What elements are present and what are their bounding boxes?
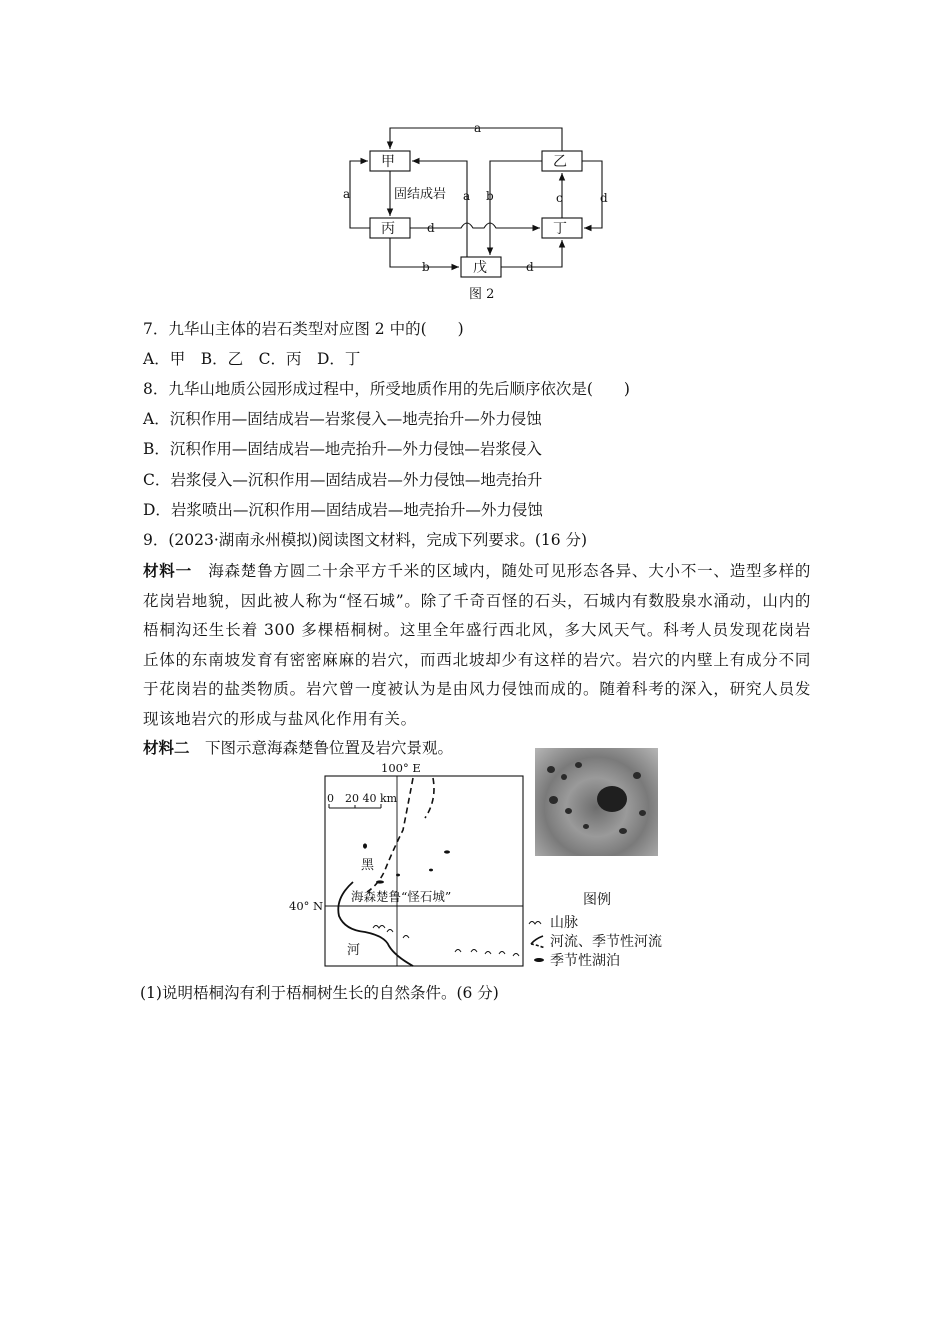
q9-sub1: (1)说明梧桐沟有利于梧桐树生长的自然条件。(6 分) [140,984,499,1002]
q7-stem: 7．九华山主体的岩石类型对应图 2 中的( ) [143,320,464,338]
box-yi-label: 乙 [553,154,567,170]
legend-item-river: 河流、季节性河流 [550,934,662,950]
q9-stem: 9．(2023·湖南永州模拟)阅读图文材料，完成下列要求。(16 分) [143,531,588,549]
label-a-top: a [474,121,482,135]
q8-option-c: C．岩浆侵入—沉积作用—固结成岩—外力侵蚀—地壳抬升 [143,471,543,489]
label-a-mid: a [463,189,471,203]
label-b-bottom: b [422,260,430,274]
map-label-hei: 黑 [361,858,375,873]
q8-option-b: B．沉积作用—固结成岩—地壳抬升—外力侵蚀—岩浆侵入 [143,440,542,458]
box-wu-label: 戊 [473,260,487,276]
box-ding-label: 丁 [553,221,567,237]
q8-option-d: D．岩浆喷出—沉积作用—固结成岩—地壳抬升—外力侵蚀 [143,501,543,519]
map-lat-label: 40° N [289,899,324,913]
legend-item-mountain: 山脉 [550,915,578,931]
q7-options: A．甲 B．乙 C．丙 D．丁 [143,350,361,368]
material2 [143,738,823,758]
map-lon-label: 100° E [381,761,421,775]
label-d-right: d [600,191,608,205]
label-c: c [556,191,563,205]
material2-label: 材料二 [143,738,190,757]
box-bing-label: 丙 [381,221,395,237]
material1-text: 海森楚鲁方圆二十余平方千米的区域内，随处可见形态各异、大小不一、造型多样的花岗岩地貌，因此被人称为“怪石城”。除了千奇百怪的石头，石城内有数股泉水涌动，山内的梧桐沟还生长着 300 多棵梧桐树。这里全年盛行西北风，多大风天气。科考人员发现花岗岩丘体的东南坡发育有密密麻麻的岩穴，而西北坡却少有这样的岩穴。岩穴的内壁上有成分不同于花岗岩的盐类物质。岩穴曾一度被认为是由风力侵蚀而成的。随着科考的深入，研究人员发现该地岩穴的形成与盐风化作用有关。 [143,562,811,728]
location-map [285,760,525,970]
label-b-mid: b [486,189,494,203]
q8-stem: 8．九华山地质公园形成过程中，所受地质作用的先后顺序依次是( ) [143,380,630,398]
label-d-bottom: d [526,260,534,274]
legend-title: 图例 [583,892,611,908]
label-gujie: 固结成岩 [394,187,447,202]
figure2-caption: 图 2 [469,287,495,302]
map-place-label: 海森楚鲁“怪石城” [351,889,452,904]
label-a-left: a [343,187,351,201]
material1 [143,556,811,735]
map-label-he: 河 [347,943,361,958]
legend-icons [527,912,551,968]
q8-option-a: A．沉积作用—固结成岩—岩浆侵入—地壳抬升—外力侵蚀 [143,410,542,428]
rock-cycle-diagram [330,118,630,308]
material1-label: 材料一 [143,561,192,580]
box-jia-label: 甲 [381,154,395,170]
map-scale-label: 0 20 40 km [327,792,398,805]
material2-text: 下图示意海森楚鲁位置及岩穴景观。 [189,739,454,757]
legend-item-lake: 季节性湖泊 [550,953,620,969]
label-d-mid: d [427,221,435,235]
rock-hole-photo [535,748,658,856]
